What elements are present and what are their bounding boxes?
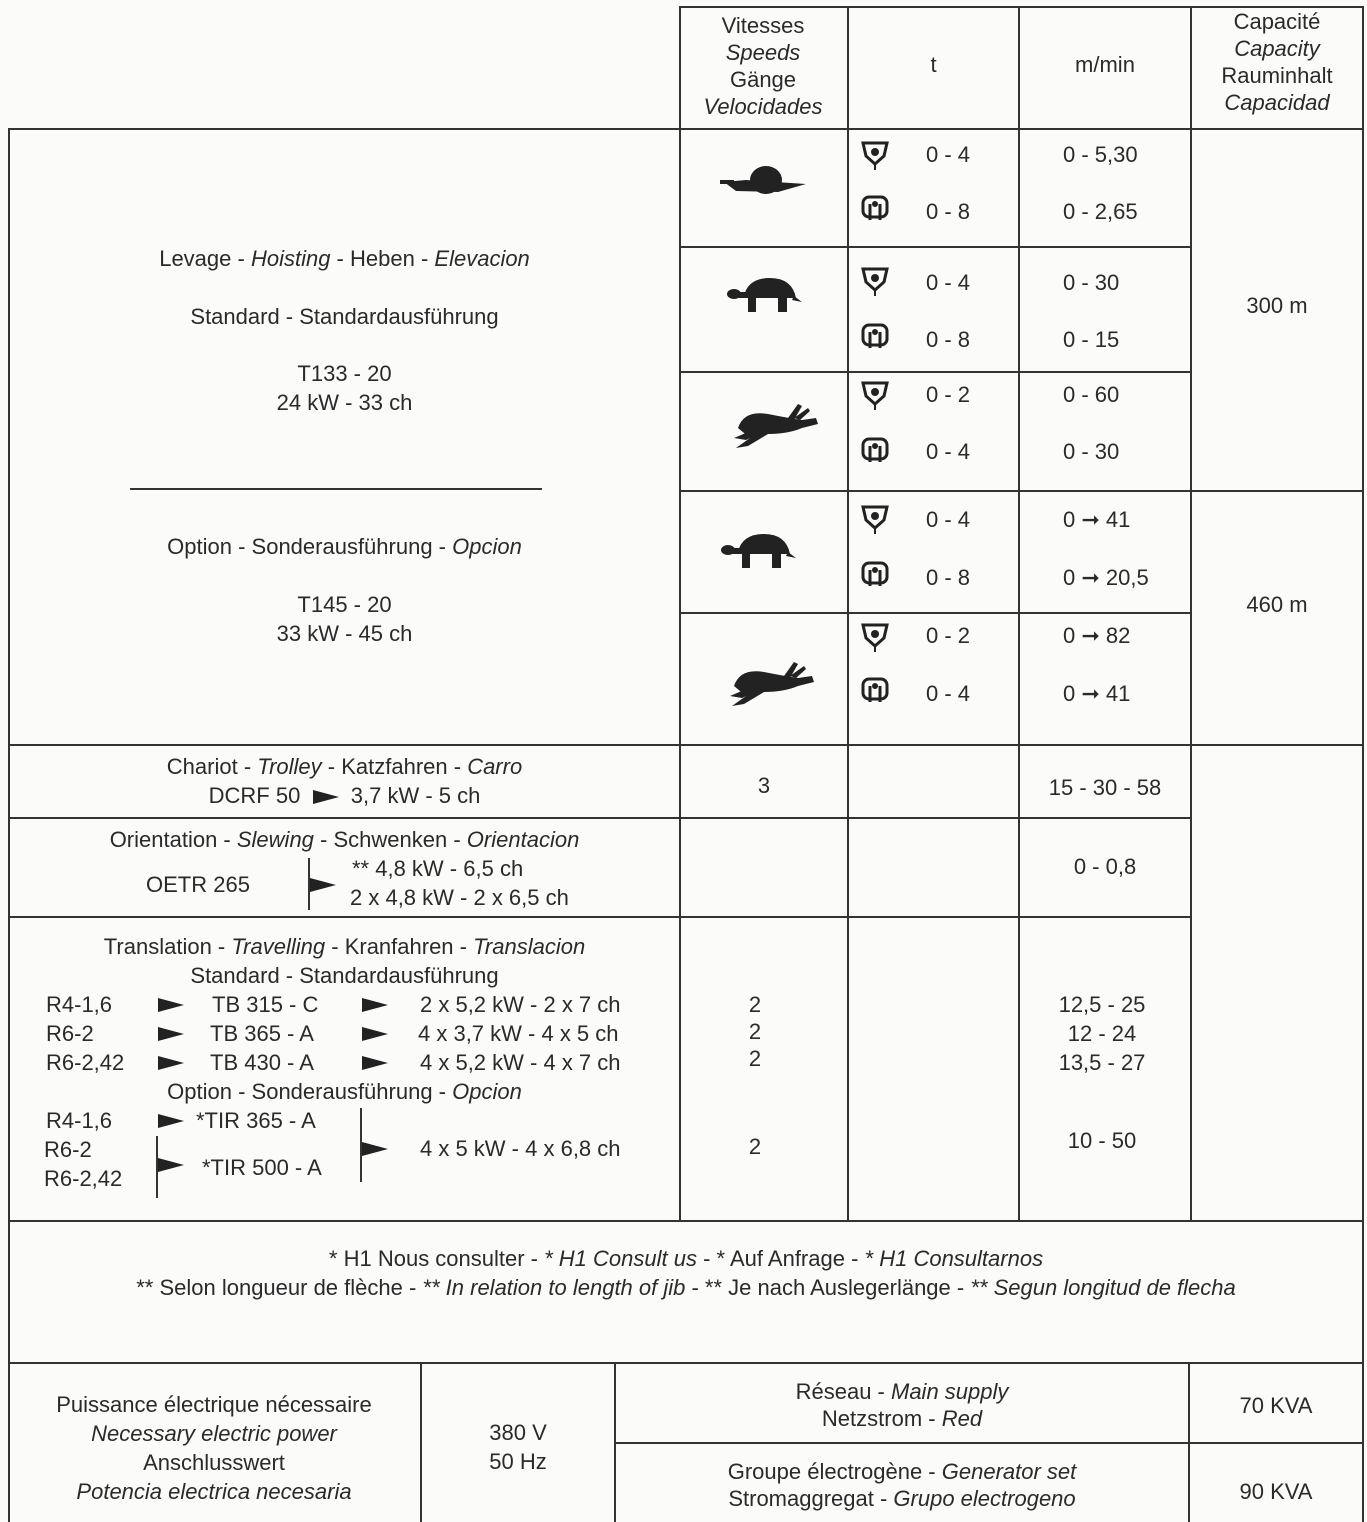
levage-standard: Standard - Standardausführung	[190, 304, 499, 329]
chariot-fr: Chariot	[166, 754, 238, 779]
sep: -	[432, 534, 453, 559]
arrow-icon	[362, 998, 388, 1012]
t-value: 0 - 8	[926, 327, 971, 352]
note-2	[10, 1273, 1362, 1302]
main-supply-label	[616, 1378, 1188, 1432]
turtle-icon	[726, 272, 802, 318]
t-value: 0 - 4	[926, 507, 971, 532]
translation-mmin: 12 - 24	[1067, 1021, 1137, 1046]
t-value: 0 - 4	[926, 681, 971, 706]
mmin-value: 0 - 2,65	[1063, 199, 1138, 224]
sep: -	[217, 827, 237, 852]
chariot-motor: DCRF 50	[208, 783, 301, 808]
arrow-icon	[158, 1114, 184, 1128]
levage-option-fr: Option	[167, 534, 232, 559]
orientation-power-2: 2 x 4,8 kW - 2 x 6,5 ch	[350, 885, 569, 910]
levage-title-de: Heben	[350, 246, 415, 271]
mmin-value: 0 - 30	[1063, 439, 1120, 464]
t-value: 0 - 4	[926, 439, 971, 464]
sep: -	[447, 827, 467, 852]
mmin-value: 0 - 15	[1063, 327, 1120, 352]
main-supply-es: Red	[941, 1406, 983, 1431]
main-supply-value: 70 KVA	[1239, 1393, 1313, 1418]
sep: -	[873, 1486, 894, 1511]
arrow-icon	[313, 790, 339, 804]
power-label-fr: Puissance électrique nécessaire	[56, 1392, 372, 1417]
orientation-en: Slewing	[236, 827, 314, 852]
levage-title-es: Elevacion	[434, 246, 530, 271]
arrow-icon	[158, 1056, 184, 1070]
double-fall-hook-icon	[860, 194, 890, 228]
header-capacity	[1192, 8, 1362, 116]
arrow-icon	[158, 1158, 184, 1172]
translation-en: Travelling	[231, 934, 326, 959]
note-2-fr: ** Selon longueur de flèche -	[136, 1275, 423, 1300]
generator-en: Generator set	[941, 1459, 1077, 1484]
sep: -	[211, 934, 232, 959]
motor-type: TB 365 - A	[210, 1021, 314, 1046]
translation-option-de: Sonderausführung	[251, 1079, 433, 1104]
power-label-de: Anschlusswert	[143, 1450, 285, 1475]
double-fall-hook-icon	[860, 436, 890, 470]
sep: -	[922, 1459, 942, 1484]
orientation-title	[10, 825, 679, 854]
power-label-es: Potencia electrica necesaria	[76, 1479, 352, 1504]
note-1-en: * H1 Consult us	[544, 1246, 697, 1271]
header-speeds-de: Gänge	[729, 67, 797, 92]
note-1-es: * H1 Consultarnos	[864, 1246, 1044, 1271]
translation-title	[10, 932, 679, 961]
double-fall-hook-icon	[860, 676, 890, 710]
chariot-de: Katzfahren	[341, 754, 448, 779]
header-speeds	[681, 12, 845, 120]
sep: -	[313, 827, 334, 852]
header-speeds-es: Velocidades	[703, 94, 823, 119]
sep: -	[231, 246, 251, 271]
orientation-mmin: 0 - 0,8	[1073, 854, 1137, 879]
sep: -	[414, 246, 435, 271]
capacity-standard: 300 m	[1246, 293, 1308, 318]
generator-es: Grupo electrogeno	[893, 1486, 1076, 1511]
translation-fr: Translation	[103, 934, 212, 959]
translation-speeds: 2	[748, 1134, 762, 1159]
translation-de: Kranfahren	[344, 934, 454, 959]
t-value: 0 - 2	[926, 623, 971, 648]
mmin-value: 0 ➞ 41	[1063, 681, 1131, 706]
single-fall-hook-icon	[860, 622, 890, 656]
motor-type: *TIR 500 - A	[202, 1155, 322, 1180]
translation-option-fr: Option	[167, 1079, 232, 1104]
chariot-speeds: 3	[757, 773, 771, 798]
levage-option	[10, 532, 679, 561]
sep: -	[330, 246, 350, 271]
generator-de: Stromaggregat	[728, 1486, 874, 1511]
sep: -	[237, 754, 258, 779]
snail-icon	[718, 158, 810, 206]
sep: -	[453, 934, 474, 959]
chariot-es: Carro	[467, 754, 523, 779]
orientation-power-1: ** 4,8 kW - 6,5 ch	[352, 856, 524, 881]
generator-fr: Groupe électrogène	[727, 1459, 923, 1484]
main-supply-fr: Réseau	[795, 1379, 872, 1404]
motor-power: 2 x 5,2 kW - 2 x 7 ch	[420, 992, 621, 1017]
rabbit-icon	[724, 658, 816, 710]
arrow-icon	[158, 1027, 184, 1041]
translation-speeds: 2	[748, 992, 762, 1017]
header-speeds-fr: Vitesses	[721, 13, 805, 38]
bogie-type: R6-2,42	[44, 1166, 123, 1191]
rabbit-icon	[728, 400, 820, 452]
arrow-icon	[362, 1056, 388, 1070]
t-value: 0 - 4	[926, 270, 971, 295]
levage-opt-power: 33 kW - 45 ch	[276, 621, 413, 646]
main-supply-de: Netzstrom	[821, 1406, 923, 1431]
translation-es: Translacion	[473, 934, 586, 959]
arrow-icon	[310, 878, 336, 892]
mmin-value: 0 - 5,30	[1063, 142, 1138, 167]
motor-power: 4 x 5,2 kW - 4 x 7 ch	[420, 1050, 621, 1075]
single-fall-hook-icon	[860, 380, 890, 414]
single-fall-hook-icon	[860, 266, 890, 300]
levage-power: 24 kW - 33 ch	[276, 390, 413, 415]
note-1-fr: * H1 Nous consulter -	[328, 1246, 545, 1271]
single-fall-hook-icon	[860, 504, 890, 538]
orientation-de: Schwenken	[333, 827, 448, 852]
capacity-option: 460 m	[1246, 592, 1308, 617]
mmin-value: 0 ➞ 41	[1063, 507, 1131, 532]
note-1-de: - * Auf Anfrage -	[696, 1246, 865, 1271]
double-fall-hook-icon	[860, 560, 890, 594]
bogie-type: R4-1,6	[46, 1108, 113, 1133]
chariot-en: Trolley	[257, 754, 322, 779]
translation-speeds: 2	[748, 1046, 762, 1071]
translation-standard: Standard - Standardausführung	[190, 963, 499, 988]
translation-mmin: 10 - 50	[1067, 1128, 1137, 1153]
sep: -	[231, 1079, 252, 1104]
note-2-de: - ** Je nach Auslegerlänge -	[685, 1275, 971, 1300]
header-capacity-de: Rauminhalt	[1221, 63, 1333, 88]
motor-power: 4 x 3,7 kW - 4 x 5 ch	[418, 1021, 619, 1046]
main-supply-en: Main supply	[891, 1379, 1009, 1404]
power-frequency: 50 Hz	[489, 1449, 547, 1474]
translation-mmin: 13,5 - 27	[1058, 1050, 1146, 1075]
mmin-value: 0 - 60	[1063, 382, 1120, 407]
t-value: 0 - 8	[926, 565, 971, 590]
chariot-power: 3,7 kW - 5 ch	[350, 783, 481, 808]
levage-opt-motor: T145 - 20	[297, 592, 392, 617]
motor-type: TB 315 - C	[212, 992, 319, 1017]
sep: -	[321, 754, 342, 779]
generator-label	[616, 1458, 1188, 1512]
orientation-fr: Orientation	[109, 827, 218, 852]
levage-option-es: Opcion	[452, 534, 522, 559]
header-speeds-en: Speeds	[725, 40, 801, 65]
single-fall-hook-icon	[860, 140, 890, 174]
sep: -	[447, 754, 468, 779]
arrow-icon	[362, 1027, 388, 1041]
header-capacity-fr: Capacité	[1233, 9, 1321, 34]
chariot-title	[10, 752, 679, 781]
t-value: 0 - 2	[926, 382, 971, 407]
header-capacity-es: Capacidad	[1224, 90, 1330, 115]
mmin-value: 0 - 30	[1063, 270, 1120, 295]
bogie-type: R6-2	[46, 1021, 94, 1046]
translation-speeds: 2	[748, 1019, 762, 1044]
motor-power: 4 x 5 kW - 4 x 6,8 ch	[420, 1136, 621, 1161]
header-capacity-en: Capacity	[1234, 36, 1320, 61]
bogie-type: R4-1,6	[46, 992, 113, 1017]
double-fall-hook-icon	[860, 322, 890, 356]
levage-title-en: Hoisting	[250, 246, 331, 271]
translation-option	[10, 1077, 679, 1106]
note-2-es: ** Segun longitud de flecha	[970, 1275, 1236, 1300]
turtle-icon	[720, 528, 796, 574]
chariot-motor-line	[10, 781, 679, 810]
note-2-en: ** In relation to length of jib	[422, 1275, 686, 1300]
power-label-en: Necessary electric power	[91, 1421, 337, 1446]
t-value: 0 - 8	[926, 199, 971, 224]
mmin-value: 0 ➞ 82	[1063, 623, 1131, 648]
motor-type: *TIR 365 - A	[196, 1108, 316, 1133]
sep: -	[432, 1079, 453, 1104]
levage-title	[10, 244, 679, 273]
header-mmin: m/min	[1075, 52, 1135, 77]
arrow-icon	[158, 998, 184, 1012]
translation-option-es: Opcion	[452, 1079, 522, 1104]
translation-mmin: 12,5 - 25	[1058, 992, 1146, 1017]
sep: -	[231, 534, 252, 559]
mmin-value: 0 ➞ 20,5	[1063, 565, 1149, 590]
power-label	[10, 1390, 418, 1506]
orientation-motor: OETR 265	[146, 872, 250, 897]
header-t: t	[930, 52, 937, 77]
bogie-type: R6-2,42	[46, 1050, 125, 1075]
levage-option-de: Sonderausführung	[251, 534, 433, 559]
sep: -	[325, 934, 345, 959]
chariot-mmin: 15 - 30 - 58	[1048, 775, 1162, 800]
levage-title-fr: Levage	[159, 246, 232, 271]
note-1	[10, 1244, 1362, 1273]
sep: -	[922, 1406, 942, 1431]
levage-motor: T133 - 20	[297, 361, 392, 386]
bogie-type: R6-2	[44, 1137, 92, 1162]
power-voltage: 380 V	[489, 1420, 547, 1445]
orientation-es: Orientacion	[466, 827, 580, 852]
t-value: 0 - 4	[926, 142, 971, 167]
generator-value: 90 KVA	[1239, 1479, 1313, 1504]
arrow-icon	[362, 1142, 388, 1156]
sep: -	[871, 1379, 891, 1404]
motor-type: TB 430 - A	[210, 1050, 314, 1075]
